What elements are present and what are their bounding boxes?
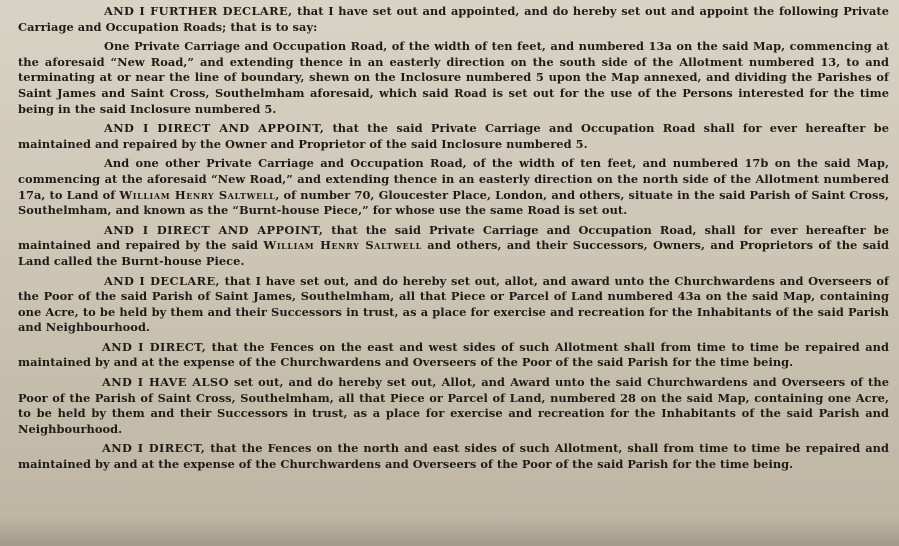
paragraph-direct-fences-1 xyxy=(18,340,889,371)
paragraph-text: , of number 70, Gloucester Place, London, and others, situate in the said Parish of Saint Cross, Southelmham, and known as the “Burnt-house Piece,” for whose use the same Road is set out. xyxy=(18,187,889,218)
paragraph-road-13a xyxy=(18,39,889,117)
paragraph-text: And one other Private Carriage and Occupation Road, of the width of ten feet, and numbered 17b on the said Map, commencing at the aforesaid “New Road,” and extending thence in an easterly direction on the north side of the Allotment numbered 17a, to Land of xyxy=(18,156,889,202)
paragraph-text: that the said Private Carriage and Occupation Road shall for ever hereafter be maintained and repaired by the Owner and Proprietor of the said Inclosure numbered 5. xyxy=(18,121,889,151)
paragraph-text: set out, and do hereby set out, Allot, and Award unto the said Churchwardens and Overseers of the Poor of the Parish of Saint Cross, Southelmham, all that Piece or Parcel of Land, numbered 28 on the said Map, containing one Acre, to be held by them and their Successors in trust, as a place for exercise and recreation for the Inhabitants of the said Parish and Neighbourhood. xyxy=(18,375,889,436)
paragraph-lead: AND I DECLARE, xyxy=(104,273,220,288)
person-name: William Henry Saltwell xyxy=(119,187,276,202)
paragraph-lead: AND I DIRECT AND APPOINT, xyxy=(104,222,324,237)
paragraph-text: One Private Carriage and Occupation Road, of the width of ten feet, and numbered 13a on the said Map, commencing at the aforesaid “New Road,” and extending thence in an easterly direction on the south side of the Allotment numbered 13, to and terminating at or near the line of boundary, shewn on the Inclosure numbered 5 upon the Map annexed, and dividing the Parishes of Saint James and Saint Cross, Southelmham aforesaid, which said Road is set out for the use of the Persons interested for the time being in the said Inclosure numbered 5. xyxy=(18,39,889,116)
paragraph-direct-appoint-2 xyxy=(18,223,889,270)
paragraph-text: that the said Private Carriage and Occupation Road, shall for ever hereafter be maintained and repaired by the said xyxy=(18,222,889,253)
paragraph-lead: AND I HAVE ALSO xyxy=(102,375,229,390)
paragraph-text: that I have set out, and do hereby set out, allot, and award unto the Churchwardens and Overseers of the Poor of the said Parish of Saint James, Southelmham, all that Piece or Parcel of Land numbered 43a on the said Map, containing one Acre, to be held by them and their Successors in trust, as a place for exercise and recreation for the Inhabitants of the said Parish and Neighbourhood. xyxy=(18,273,889,335)
paragraph-direct-fences-2 xyxy=(18,441,889,472)
paragraph-lead: AND I DIRECT AND APPOINT, xyxy=(104,121,325,136)
paragraph-direct-appoint-1 xyxy=(18,121,889,152)
paragraph-lead: AND I FURTHER DECLARE, xyxy=(104,4,293,18)
paragraph-text: that I have set out and appointed, and do hereby set out and appoint the following Private Carriage and Occupation Roads; that is to say: xyxy=(18,4,889,34)
person-name: William Henry Saltwell xyxy=(263,238,422,253)
paragraph-road-17b xyxy=(18,156,889,218)
paragraph-lead: AND I DIRECT, xyxy=(102,441,206,456)
paragraph-declare-saint-james xyxy=(18,274,889,336)
page-bottom-shadow xyxy=(0,516,899,546)
paragraph-text: that the Fences on the east and west sides of such Allotment shall from time to time be repaired and maintained by and at the expense of the Churchwardens and Overseers of the Poor of the said Parish for the time being. xyxy=(18,339,889,370)
paragraph-have-also xyxy=(18,375,889,437)
paragraph-further-declare xyxy=(18,4,889,35)
paragraph-text: that the Fences on the north and east sides of such Allotment, shall from time to time be repaired and maintained by and at the expense of the Churchwardens and Overseers of the Poor of the said Parish for the time being. xyxy=(18,441,889,472)
paragraph-text: and others, and their Successors, Owners, and Proprietors of the said Land called the Burnt-house Piece. xyxy=(18,238,889,268)
paragraph-lead: AND I DIRECT, xyxy=(102,339,207,354)
